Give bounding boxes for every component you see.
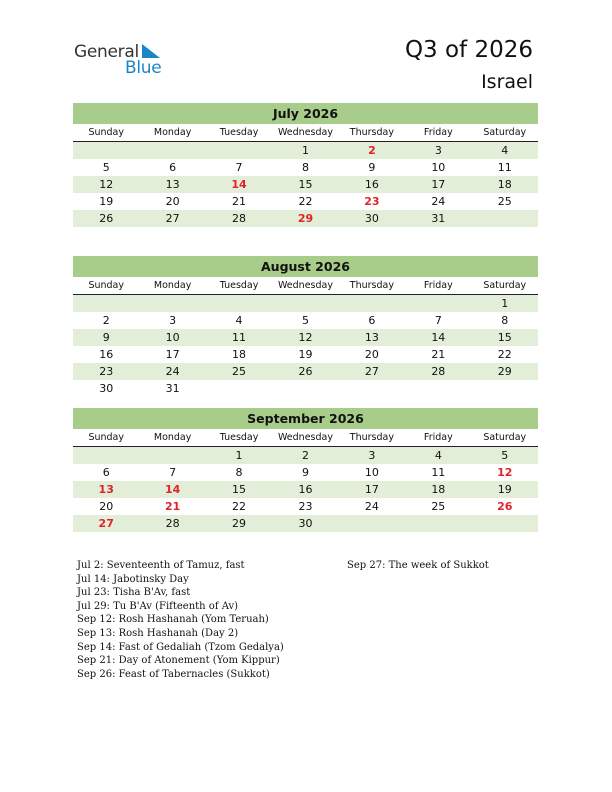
day-cell: 22 xyxy=(298,195,313,208)
weekday-label: Tuesday xyxy=(219,127,259,138)
holiday-note: Jul 2: Seventeenth of Tamuz, fast xyxy=(77,560,245,571)
holiday-note: Jul 29: Tu B'Av (Fifteenth of Av) xyxy=(77,600,239,612)
holiday-notes-right xyxy=(347,559,489,573)
holiday-day-cell: 27 xyxy=(98,517,114,530)
month-september xyxy=(73,408,538,532)
day-cell: 13 xyxy=(165,178,180,191)
day-cell xyxy=(73,295,139,312)
day-cell: 8 xyxy=(301,161,309,174)
day-cell: 11 xyxy=(232,331,247,344)
day-cell: 6 xyxy=(368,314,376,327)
day-cell: 28 xyxy=(165,517,180,530)
week-row xyxy=(73,363,538,380)
day-cell: 25 xyxy=(232,365,247,378)
weekday-label: Friday xyxy=(423,432,453,443)
day-cell: 31 xyxy=(431,212,446,225)
logo-blue-text: Blue xyxy=(125,58,162,78)
day-cell xyxy=(206,142,272,159)
day-cell: 31 xyxy=(165,382,180,395)
day-cell: 25 xyxy=(431,500,446,513)
day-cell xyxy=(472,210,538,227)
day-cell: 15 xyxy=(232,483,247,496)
holiday-day-cell: 21 xyxy=(164,500,181,513)
holiday-day-cell: 23 xyxy=(364,195,380,208)
weekday-label: Wednesday xyxy=(277,127,333,138)
day-cell: 29 xyxy=(232,517,247,530)
holiday-day-cell: 13 xyxy=(98,483,114,496)
day-cell: 28 xyxy=(431,365,446,378)
day-cell: 17 xyxy=(364,483,379,496)
week-row xyxy=(73,210,538,227)
day-cell: 24 xyxy=(431,195,446,208)
day-cell: 22 xyxy=(232,500,247,513)
day-cell: 21 xyxy=(431,348,446,361)
week-row xyxy=(73,142,538,159)
month-august xyxy=(73,256,538,397)
day-cell: 9 xyxy=(102,331,110,344)
day-cell xyxy=(139,447,205,464)
holiday-note: Sep 14: Fast of Gedaliah (Tzom Gedalya) xyxy=(77,641,284,653)
month-header: July 2026 xyxy=(73,103,538,124)
holiday-note: Sep 13: Rosh Hashanah (Day 2) xyxy=(77,627,239,639)
month-july xyxy=(73,103,538,227)
day-cell xyxy=(339,295,405,312)
day-cell: 4 xyxy=(501,144,509,157)
day-cell: 22 xyxy=(497,348,512,361)
day-cell: 13 xyxy=(364,331,379,344)
day-cell: 23 xyxy=(298,500,313,513)
day-cell: 7 xyxy=(235,161,243,174)
day-cell: 27 xyxy=(364,365,379,378)
day-cell: 10 xyxy=(431,161,446,174)
week-row xyxy=(73,312,538,329)
day-cell: 30 xyxy=(364,212,379,225)
day-cell xyxy=(139,295,205,312)
weekday-header-row xyxy=(73,429,538,447)
week-row xyxy=(73,329,538,346)
holiday-day-cell: 14 xyxy=(164,483,181,496)
week-row xyxy=(73,176,538,193)
day-cell: 3 xyxy=(434,144,442,157)
day-cell: 2 xyxy=(301,449,309,462)
day-cell: 4 xyxy=(235,314,243,327)
day-cell: 19 xyxy=(298,348,313,361)
day-cell: 26 xyxy=(99,212,114,225)
day-cell: 15 xyxy=(298,178,313,191)
week-row xyxy=(73,295,538,312)
weekday-label: Monday xyxy=(153,432,192,443)
day-cell: 11 xyxy=(431,466,446,479)
day-cell xyxy=(73,447,139,464)
holiday-notes-left xyxy=(77,559,284,681)
day-cell xyxy=(339,380,405,397)
weekday-label: Tuesday xyxy=(219,432,259,443)
weekday-label: Tuesday xyxy=(219,280,259,291)
week-row xyxy=(73,515,538,532)
day-cell xyxy=(472,515,538,532)
day-cell: 9 xyxy=(368,161,376,174)
day-cell xyxy=(405,515,471,532)
day-cell xyxy=(472,380,538,397)
day-cell xyxy=(405,295,471,312)
day-cell: 16 xyxy=(298,483,313,496)
holiday-day-cell: 12 xyxy=(497,466,513,479)
day-cell: 24 xyxy=(364,500,379,513)
week-row xyxy=(73,159,538,176)
country-name: Israel xyxy=(481,71,533,93)
day-cell xyxy=(206,380,272,397)
day-cell: 29 xyxy=(497,365,512,378)
weekday-label: Monday xyxy=(153,127,192,138)
weekday-label: Wednesday xyxy=(277,280,333,291)
day-cell: 17 xyxy=(431,178,446,191)
holiday-note: Sep 27: The week of Sukkot xyxy=(347,560,489,571)
holiday-note: Sep 26: Feast of Tabernacles (Sukkot) xyxy=(77,668,270,680)
week-row xyxy=(73,346,538,363)
day-cell: 6 xyxy=(169,161,177,174)
day-cell xyxy=(272,295,338,312)
day-cell: 19 xyxy=(99,195,114,208)
day-cell: 5 xyxy=(501,449,509,462)
day-cell: 6 xyxy=(102,466,110,479)
day-cell: 1 xyxy=(235,449,243,462)
day-cell: 30 xyxy=(298,517,313,530)
logo-triangle-icon xyxy=(140,43,162,59)
day-cell: 5 xyxy=(102,161,110,174)
day-cell: 30 xyxy=(99,382,114,395)
day-cell: 18 xyxy=(232,348,247,361)
day-cell: 15 xyxy=(497,331,512,344)
holiday-note: Sep 12: Rosh Hashanah (Yom Teruah) xyxy=(77,614,269,626)
day-cell: 27 xyxy=(165,212,180,225)
week-row xyxy=(73,447,538,464)
day-cell xyxy=(405,380,471,397)
day-cell: 16 xyxy=(99,348,114,361)
day-cell: 10 xyxy=(165,331,180,344)
day-cell: 18 xyxy=(497,178,512,191)
day-cell xyxy=(339,515,405,532)
weekday-label: Thursday xyxy=(349,127,394,138)
month-header: August 2026 xyxy=(73,256,538,277)
week-row xyxy=(73,464,538,481)
day-cell: 17 xyxy=(165,348,180,361)
holiday-note: Jul 23: Tisha B'Av, fast xyxy=(77,587,191,599)
day-cell: 8 xyxy=(235,466,243,479)
weekday-label: Friday xyxy=(423,280,453,291)
holiday-note: Jul 14: Jabotinsky Day xyxy=(77,573,189,585)
day-cell: 21 xyxy=(232,195,247,208)
day-cell: 28 xyxy=(232,212,247,225)
holiday-day-cell: 14 xyxy=(231,178,247,191)
day-cell: 11 xyxy=(497,161,512,174)
weekday-label: Monday xyxy=(153,280,192,291)
weekday-header-row xyxy=(73,124,538,142)
logo xyxy=(74,42,174,82)
weekday-label: Sunday xyxy=(88,432,124,443)
weekday-label: Friday xyxy=(423,127,453,138)
day-cell: 20 xyxy=(165,195,180,208)
day-cell: 3 xyxy=(169,314,177,327)
day-cell xyxy=(272,380,338,397)
day-cell: 9 xyxy=(301,466,309,479)
day-cell: 7 xyxy=(434,314,442,327)
day-cell: 2 xyxy=(102,314,110,327)
day-cell: 12 xyxy=(99,178,114,191)
logo-general-text: General xyxy=(74,42,139,62)
day-cell: 25 xyxy=(497,195,512,208)
week-row xyxy=(73,193,538,210)
day-cell: 5 xyxy=(301,314,309,327)
day-cell: 7 xyxy=(169,466,177,479)
week-row xyxy=(73,498,538,515)
weekday-label: Sunday xyxy=(88,127,124,138)
day-cell: 19 xyxy=(497,483,512,496)
weekday-label: Saturday xyxy=(483,432,527,443)
day-cell xyxy=(73,142,139,159)
day-cell: 14 xyxy=(431,331,446,344)
day-cell: 10 xyxy=(364,466,379,479)
day-cell: 1 xyxy=(301,144,309,157)
day-cell: 4 xyxy=(434,449,442,462)
day-cell xyxy=(206,295,272,312)
week-row xyxy=(73,380,538,397)
day-cell: 20 xyxy=(364,348,379,361)
day-cell: 12 xyxy=(298,331,313,344)
weekday-label: Thursday xyxy=(349,280,394,291)
page-title: Q3 of 2026 xyxy=(404,37,533,63)
weekday-header-row xyxy=(73,277,538,295)
day-cell: 26 xyxy=(298,365,313,378)
day-cell: 20 xyxy=(99,500,114,513)
weekday-label: Saturday xyxy=(483,280,527,291)
month-header: September 2026 xyxy=(73,408,538,429)
holiday-day-cell: 26 xyxy=(497,500,513,513)
day-cell: 24 xyxy=(165,365,180,378)
day-cell: 8 xyxy=(501,314,509,327)
weekday-label: Wednesday xyxy=(277,432,333,443)
day-cell: 3 xyxy=(368,449,376,462)
day-cell: 1 xyxy=(501,297,509,310)
holiday-note: Sep 21: Day of Atonement (Yom Kippur) xyxy=(77,655,280,667)
day-cell xyxy=(139,142,205,159)
day-cell: 16 xyxy=(364,178,379,191)
week-row xyxy=(73,481,538,498)
weekday-label: Thursday xyxy=(349,432,394,443)
holiday-day-cell: 2 xyxy=(368,144,376,157)
day-cell: 23 xyxy=(99,365,114,378)
weekday-label: Sunday xyxy=(88,280,124,291)
day-cell: 18 xyxy=(431,483,446,496)
weekday-label: Saturday xyxy=(483,127,527,138)
holiday-day-cell: 29 xyxy=(297,212,314,225)
